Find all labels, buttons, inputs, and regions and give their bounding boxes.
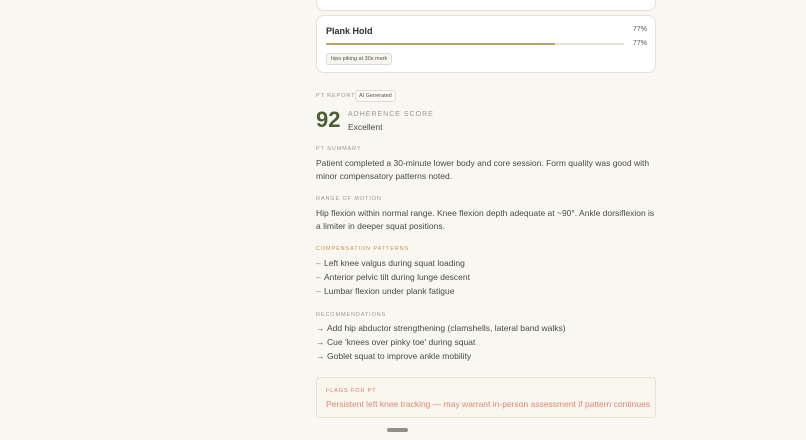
adherence-score-rating: Excellent — [348, 122, 383, 132]
dash-marker: – — [316, 286, 321, 296]
pt-report-label: PT REPORT — [316, 93, 356, 99]
exercise-score: 77% — [632, 26, 647, 33]
recommendation-item — [316, 351, 471, 361]
flags-for-pt-label: FLAGS FOR PT — [326, 388, 377, 394]
exercise-progress-bar — [326, 43, 624, 45]
adherence-score-label: ADHERENCE SCORE — [348, 111, 434, 118]
adherence-score-value: 92 — [316, 107, 341, 132]
arrow-right-icon: → — [316, 337, 325, 347]
flags-for-pt-text: Persistent left knee tracking — may warrant in-person assessment if pattern continues — [326, 399, 651, 409]
exercise-card-previous — [316, 0, 656, 11]
recommendation-item — [316, 323, 566, 333]
compensation-item-text: Left knee valgus during squat loading — [324, 258, 465, 268]
dash-marker: – — [316, 272, 321, 282]
recommendations-label: RECOMMENDATIONS — [316, 312, 387, 318]
recommendation-item — [316, 337, 475, 347]
compensation-item — [316, 286, 454, 296]
recommendation-item-text: Cue 'knees over pinky toe' during squat — [327, 337, 476, 347]
pt-summary-text: Patient completed a 30-minute lower body and core session. Form quality was good with minor compensatory patterns noted. — [316, 158, 650, 181]
flags-for-pt-box — [316, 377, 656, 418]
exercise-progress-value: 77% — [632, 40, 647, 47]
exercise-title: Plank Hold — [326, 26, 373, 36]
recommendation-item-text: Add hip abductor strengthening (clamshells, lateral band walks) — [327, 323, 566, 333]
range-of-motion-text: Hip flexion within normal range. Knee flexion depth adequate at ~90°. Ankle dorsiflexion is a limiter in deeper squat positions. — [316, 208, 655, 231]
arrow-right-icon: → — [316, 323, 325, 333]
recommendation-item-text: Goblet squat to improve ankle mobility — [327, 351, 472, 361]
arrow-right-icon: → — [316, 351, 325, 361]
compensation-patterns-label: COMPENSATION PATTERNS — [316, 246, 410, 252]
ai-generated-badge: AI Generated — [355, 90, 396, 102]
pt-summary-label: PT SUMMARY — [316, 146, 362, 152]
compensation-item — [316, 258, 465, 268]
compensation-item-text: Anterior pelvic tilt during lunge descent — [324, 272, 470, 282]
dash-marker: – — [316, 258, 321, 268]
drag-handle[interactable] — [387, 428, 408, 432]
compensation-item — [316, 272, 470, 282]
range-of-motion-label: RANGE OF MOTION — [316, 196, 382, 202]
compensation-item-text: Lumbar flexion under plank fatigue — [324, 286, 455, 296]
exercise-card-plank — [316, 15, 656, 73]
form-issue-tag: hips piking at 30s mark — [326, 53, 392, 65]
exercise-progress-fill — [326, 43, 555, 45]
